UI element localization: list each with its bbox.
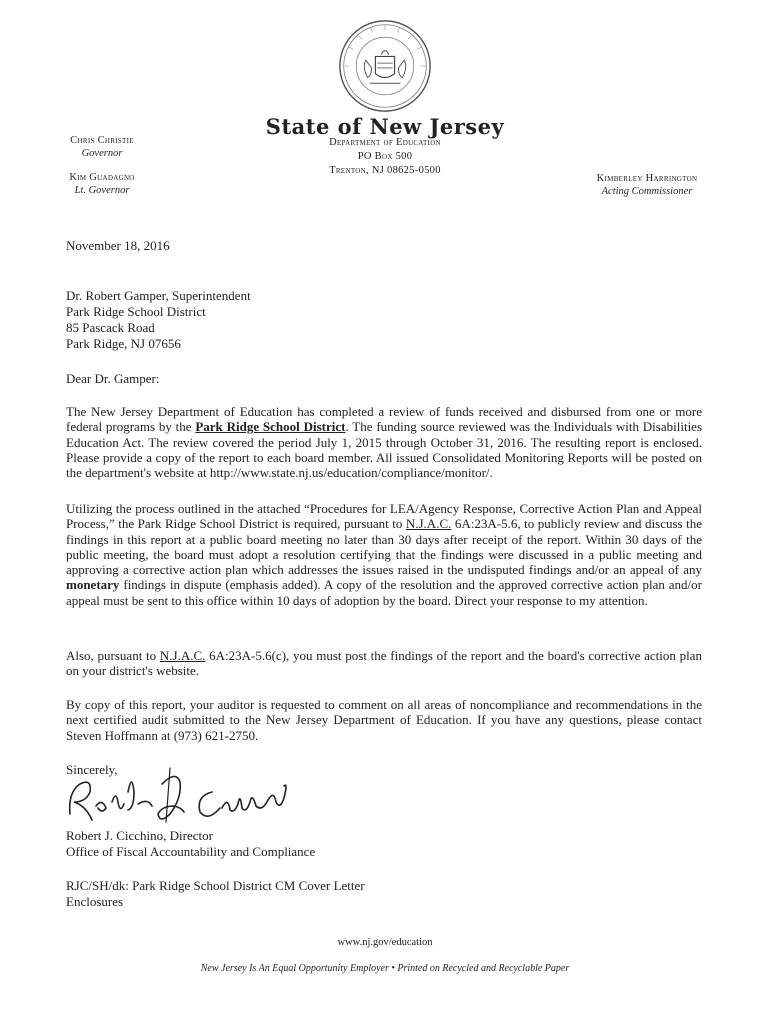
district-name: Park Ridge School District [195, 419, 346, 435]
lt-governor-name: Kim Guadagno [69, 172, 135, 183]
nj-state-seal-icon [337, 18, 433, 114]
reference-line: RJC/SH/dk: Park Ridge School District CM Cover Letter [66, 878, 365, 893]
letter-date: November 18, 2016 [66, 238, 170, 253]
paragraph-1: The New Jersey Department of Education has completed a review of funds received and disbursed from one or more federal programs by the Park Ridge School District. The funding source reviewed was the Individuals with Disabilities Education Act. The review covered the period July 1, 2015 through October 31, 2016. The resulting report is enclosed. Please provide a copy of the report to each board member. All issued Consolidated Monitoring Reports will be posted on the department's website at http://www.state.nj.us/education/compliance/monitor/. [66, 404, 703, 481]
salutation: Dear Dr. Gamper: [66, 371, 160, 386]
commissioner-title: Acting Commissioner [601, 186, 693, 197]
po-box: PO Box 500 [357, 151, 413, 162]
governor-title: Governor [81, 148, 123, 159]
city-state-zip: Trenton, NJ 08625-0500 [329, 165, 441, 176]
lt-governor-title: Lt. Governor [74, 185, 130, 196]
enclosures-line: Enclosures [66, 894, 124, 909]
paragraph-3: Also, pursuant to N.J.A.C. 6A:23A-5.6(c), you must post the findings of the report and the board's corrective action plan on your district's website. [66, 648, 702, 679]
department-name: Department of Education [329, 137, 441, 148]
state-title: State of New Jersey [265, 114, 505, 139]
recipient-line: Park Ridge School District [66, 304, 206, 319]
njac-reference: N.J.A.C. [405, 516, 452, 532]
governor-block [22, 134, 182, 197]
recipient-line: Dr. Robert Gamper, Superintendent [66, 288, 251, 303]
footer-url: www.nj.gov/education [337, 937, 433, 948]
commissioner-block [552, 172, 742, 198]
handwritten-signature [62, 762, 302, 832]
recipient-address [66, 288, 702, 352]
recipient-line: Park Ridge, NJ 07656 [66, 336, 181, 351]
paragraph-4: By copy of this report, your auditor is requested to comment on all areas of noncompliance and recommendations in the next certified audit submitted to the New Jersey Department of Education. If you have any questions, please contact Steven Hoffmann at (973) 621-2750. [66, 697, 702, 743]
department-address [285, 136, 485, 178]
paragraph-2: Utilizing the process outlined in the attached “Procedures for LEA/Agency Response, Corrective Action Plan and Appeal Process,” the Park Ridge School District is required, pursuant to N.J.A.C. 6A:23A-5.6, to publicly review and discuss the findings in this report at a public board meeting no later than 30 days after receipt of the report. Within 30 days of the public meeting, the board must adopt a resolution certifying that the findings were discussed in a public meeting and approving a corrective action plan which addresses the issues raised in the undisputed findings and/or an appeal of any monetary findings in dispute (emphasis added). A copy of the resolution and the approved corrective action plan and/or appeal must be sent to this office within 10 days of adoption by the board. Direct your response to my attention. [66, 501, 702, 608]
monetary-emphasis: monetary [66, 577, 120, 593]
recipient-line: 85 Pascack Road [66, 320, 155, 335]
signer-office: Office of Fiscal Accountability and Compliance [66, 844, 316, 859]
closing: Sincerely, [66, 762, 118, 777]
signature-block [66, 828, 702, 860]
governor-name: Chris Christie [70, 135, 134, 146]
footer-tagline: New Jersey Is An Equal Opportunity Employer • Printed on Recycled and Recyclable Paper [200, 963, 570, 974]
njac-reference: N.J.A.C. [159, 648, 206, 663]
signer-name: Robert J. Cicchino, Director [66, 828, 213, 843]
reference-block [66, 878, 702, 910]
commissioner-name: Kimberley Harrington [596, 173, 698, 184]
